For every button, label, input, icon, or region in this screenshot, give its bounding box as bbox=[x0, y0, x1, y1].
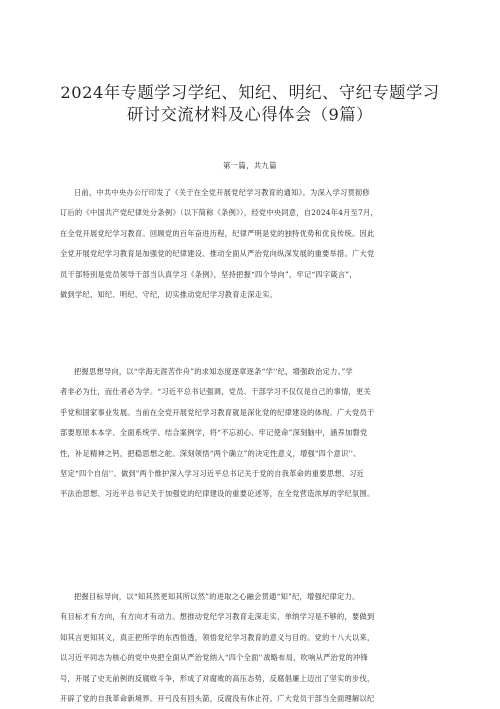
paragraph-line: 号，开展了史无前例的反腐败斗争，形成了对腐败的高压态势，反腐倡廉上迈出了坚实的步伐， bbox=[60, 673, 375, 683]
paragraph-line: 日前，中共中央办公厅印发了《关于在全党开展党纪学习教育的通知》。为深入学习贯彻修 bbox=[74, 188, 370, 197]
paragraph-line: 知其言更知其义，真正把所学的东西悟透，领悟党纪学习教育的意义与目的。党的十八大以来， bbox=[60, 632, 375, 642]
paragraph-1 bbox=[60, 183, 455, 305]
section-heading: 第一篇，共九篇 bbox=[223, 161, 277, 170]
document-title-line-1: 2024年专题学习学纪、知纪、明纪、守纪专题学习 bbox=[60, 83, 440, 102]
paragraph-line: 做到学纪、知纪、明纪、守纪，切实推动党纪学习教育走深走实。 bbox=[60, 289, 278, 299]
paragraph-line: 把握目标导向，以“知其然更知其所以然”的进取之心融会贯通“知”纪，增强纪律定力。 bbox=[74, 592, 360, 601]
paragraph-line: 部要原原本本学、全面系统学、结合案例学，将“不忘初心、牢记使命”深刻脑中，涵养加磐党 bbox=[60, 428, 368, 438]
paragraph-line: 开辟了党的自我革命新境界。开弓没有回头箭，反腐没有休止符。广大党员干部当全面理解以纪 bbox=[60, 693, 375, 703]
paragraph-3 bbox=[60, 587, 455, 709]
paragraph-2 bbox=[60, 362, 455, 505]
paragraph-line: 性，补足精神之钙，把稳思想之舵。深刻领悟“两个确立”的决定性意义，增强"四个意识''、 bbox=[60, 448, 361, 458]
paragraph-line: 全党开展党纪学习教育是加强党的纪律建设、推动全面从严治党向纵深发展的重要举措。广大党 bbox=[60, 249, 375, 259]
paragraph-line: 有目标才有方向，有方向才有动力。想推动党纪学习教育走深走实，单纳学习是不够的，要做到 bbox=[60, 612, 375, 622]
paragraph-line: 者非必为仕，而仕者必为学。“习近平总书记强调，党员、干部学习不仅仅是自己的事情，更关 bbox=[60, 387, 371, 397]
paragraph-line: 员干部特别是党员领导干部当认真学习《条例》，坚持把握“四个导向”，牢记“四字箴言”， bbox=[60, 269, 357, 279]
paragraph-line: 乎党和国家事业发展。当前在全党开展党纪学习教育就是深化党的纪律建设的体现。广大党员干 bbox=[60, 407, 375, 417]
paragraph-line: 以习近平同志为核心的党中央把全面从严治党纳入“四个全面''战略布局，吹响从严治党的冲锋 bbox=[60, 653, 369, 663]
paragraph-line: 平法治思想、习近平总书记关于加强党的纪律建设的重要论述等，在全党营造浓厚的学纪氛围。 bbox=[60, 489, 375, 499]
paragraph-line: 坚定“四个自信''、做到"两个维护深入学习习近平总书记关于党的自我革命的重要思想、习近 bbox=[60, 468, 365, 478]
paragraph-line: 订后的《中国共产党纪律处分条例》（以下简称《条例》），经党中央同意，自2024年4月至7月， bbox=[60, 208, 378, 218]
paragraph-line: 在全党开展党纪学习教育。回顾党的百年奋进历程，纪律严明是党的独特优势和优良传统。因此 bbox=[60, 228, 375, 238]
paragraph-line: 把握思想导向，以“学海无涯苦作舟”的求知态度逐章逐条“学''纪，增强政治定力。”学 bbox=[74, 367, 353, 376]
document-title-line-2: 研讨交流材料及心得体会（9篇） bbox=[127, 105, 373, 124]
